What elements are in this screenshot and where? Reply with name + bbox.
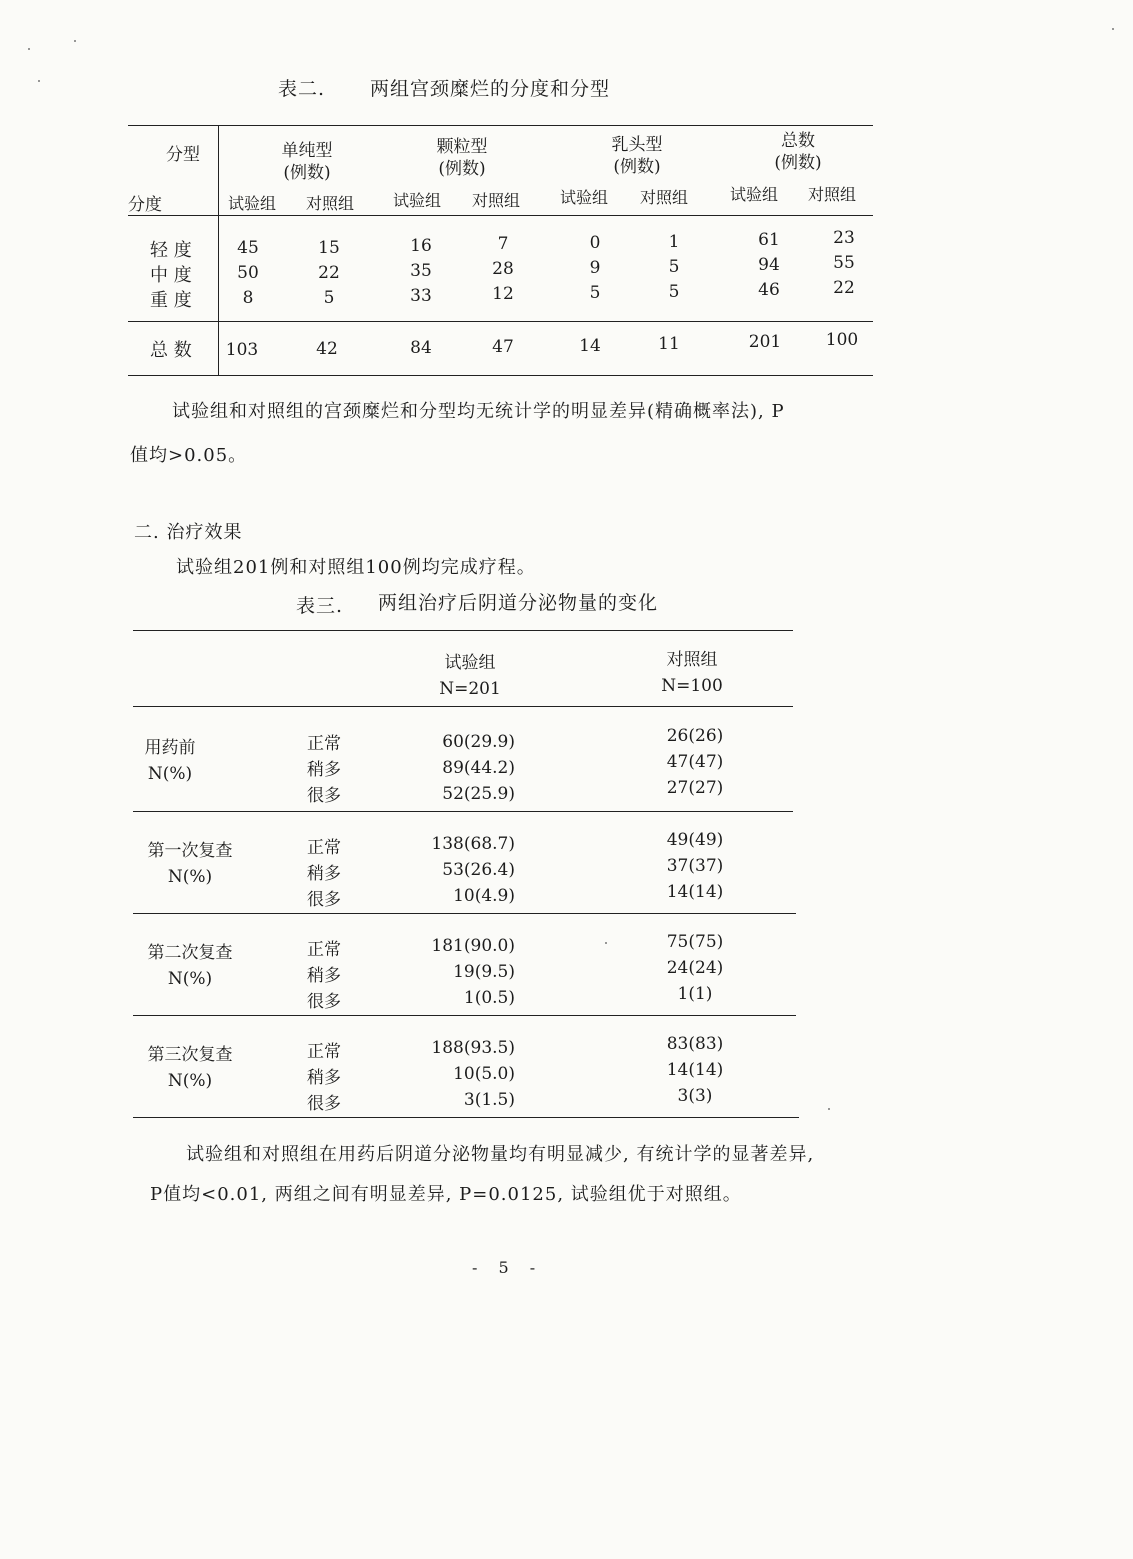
scan-speck [38,80,40,82]
level-label: 稍多 [307,864,341,884]
level-label: 很多 [307,1094,341,1114]
table2-cell: 28 [492,259,514,279]
table2-cell: 8 [242,288,254,308]
level-label: 很多 [307,786,341,806]
table3-block-label [130,1042,250,1094]
table2-corner-top: 分型 [166,145,200,165]
table2-header-rule [128,215,873,216]
table3-test-values [400,831,515,909]
group-unit: (例数) [438,159,486,179]
table3-ctrl-values [650,929,740,1007]
table3-col-header-control [622,647,762,699]
table3-bottom-rule [133,1117,799,1118]
table2-cell: 35 [410,261,432,281]
level-label: 稍多 [307,966,341,986]
table2-bottom-rule [128,375,873,376]
table2-total-cell: 100 [825,330,859,350]
block-label: 第三次复查 [147,1045,233,1065]
subheader-control: 对照组 [808,185,857,204]
table2-cell: 22 [833,278,855,298]
table3-title: 两组治疗后阴道分泌物量的变化 [378,592,659,614]
table3-cell: 181(90.0) [431,936,515,956]
col-n: N=100 [661,676,723,696]
row-label: 轻 度 [150,240,192,261]
table2-col [656,230,692,305]
table2-cell: 94 [758,255,780,275]
table2-title: 两组宫颈糜烂的分度和分型 [370,78,611,100]
table3-col-header-test [400,650,540,702]
table2-total-cell: 11 [658,334,680,354]
level-label: 正常 [307,838,341,858]
level-label: 很多 [307,890,341,910]
table3-block-label [130,838,250,890]
table2-cell: 55 [833,253,855,273]
table2-cell: 1 [668,232,680,252]
section2-heading: 二. 治疗效果 [134,522,243,543]
table2-total-cell: 42 [316,339,338,359]
table3-ctrl-values [650,827,740,905]
table3-cell: 37(37) [666,856,724,876]
table2-total-rule [128,321,873,322]
table3-cell: 27(27) [666,778,724,798]
table3-levels [307,731,341,809]
table3-cell: 3(3) [677,1086,713,1106]
table2-col [751,228,787,303]
table2-group-header [392,136,532,180]
table3-cell: 14(14) [666,1060,724,1080]
level-label: 正常 [307,734,341,754]
table3-ctrl-values [650,1031,740,1109]
table2-total-cell: 103 [225,340,259,360]
level-label: 很多 [307,992,341,1012]
table2-cell: 23 [833,228,855,248]
table2-stub-divider [218,126,219,376]
table3-cell: 1(1) [677,984,713,1004]
table3-cell: 75(75) [666,932,724,952]
subheader-test: 试验组 [393,191,442,210]
table2-cell: 46 [758,280,780,300]
col-n: N=201 [439,679,501,699]
table2-total-cell: 14 [579,336,601,356]
group-name: 乳头型 [611,135,663,155]
table3-header-rule [133,706,793,707]
table2-col [826,226,862,301]
table3-title-prefix: 表三. [296,595,344,617]
level-label: 稍多 [307,760,341,780]
table3-cell: 10(4.9) [453,886,515,906]
table2-cell: 22 [318,263,340,283]
page-number: - 5 - [472,1258,544,1277]
block-label: 第二次复查 [147,943,233,963]
level-label: 稍多 [307,1068,341,1088]
table3-block-rule [133,1015,796,1016]
section2-text: 试验组201例和对照组100例均完成疗程。 [176,557,536,578]
table2-group-header [728,130,868,174]
table2-total-label: 总 数 [150,340,192,361]
subheader-control: 对照组 [640,188,689,207]
table3-cell: 53(26.4) [442,860,515,880]
para2-line1: 试验组和对照组在用药后阴道分泌物量均有明显减少, 有统计学的显著差异, [186,1144,815,1165]
table2-cell: 5 [323,288,335,308]
table3-cell: 49(49) [666,830,724,850]
table3-block-rule [133,913,796,914]
table2-cell: 45 [237,238,259,258]
table3-block-rule [133,811,793,812]
block-label: 第一次复查 [147,841,233,861]
block-unit: N(%) [167,1071,213,1091]
table3-top-rule [133,630,793,631]
table3-cell: 26(26) [666,726,724,746]
table3-cell: 24(24) [666,958,724,978]
table2-total-cell: 47 [492,337,514,357]
subheader-test: 试验组 [228,194,277,213]
table2-cell: 61 [758,230,780,250]
table2-cell: 7 [497,234,509,254]
block-unit: N(%) [147,764,193,784]
table2-cell: 16 [410,236,432,256]
block-unit: N(%) [167,969,213,989]
scan-speck [74,40,76,42]
subheader-control: 对照组 [306,194,355,213]
table3-block-label [130,940,250,992]
scan-speck [605,942,607,944]
group-name: 总数 [781,131,815,151]
table2-col [311,236,347,311]
table2-cell: 5 [668,257,680,277]
table3-test-values [400,933,515,1011]
table3-ctrl-values [650,723,740,801]
group-unit: (例数) [283,163,331,183]
table3-levels [307,835,341,913]
table2-total-cell: 201 [748,332,782,352]
table3-cell: 138(68.7) [431,834,515,854]
group-unit: (例数) [774,153,822,173]
block-label: 用药前 [144,738,196,758]
table2-group-header [567,134,707,178]
level-label: 正常 [307,940,341,960]
table2-col [577,231,613,306]
table2-row-labels [150,238,192,313]
subheader-test: 试验组 [730,185,779,204]
level-label: 正常 [307,1042,341,1062]
table3-cell: 10(5.0) [453,1064,515,1084]
table2-cell: 15 [318,238,340,258]
group-unit: (例数) [613,157,661,177]
table2-corner-bottom: 分度 [128,195,162,215]
table3-cell: 83(83) [666,1034,724,1054]
table2-cell: 12 [492,284,514,304]
col-name: 对照组 [666,650,718,670]
table2-group-header [237,140,377,184]
table2-cell: 9 [589,258,601,278]
table2-cell: 33 [410,286,432,306]
row-label: 重 度 [150,290,192,311]
table3-block-label [130,735,210,787]
table3-cell: 14(14) [666,882,724,902]
table3-levels [307,1039,341,1117]
table3-test-values [400,729,515,807]
para2-line2: P值均<0.01, 两组之间有明显差异, P=0.0125, 试验组优于对照组。 [150,1184,742,1205]
table2-cell: 50 [237,263,259,283]
subheader-control: 对照组 [472,191,521,210]
block-unit: N(%) [167,867,213,887]
table3-test-values [400,1035,515,1113]
table2-cell: 5 [668,282,680,302]
table3-cell: 60(29.9) [442,732,515,752]
scan-speck [828,1108,830,1110]
row-label: 中 度 [150,265,192,286]
table3-cell: 89(44.2) [442,758,515,778]
table2-col [403,234,439,309]
table3-cell: 1(0.5) [463,988,515,1008]
group-name: 颗粒型 [436,137,488,157]
table2-top-rule [128,125,873,126]
subheader-test: 试验组 [560,188,609,207]
table2-title-prefix: 表二. [278,78,326,100]
table3-levels [307,937,341,1015]
table3-cell: 52(25.9) [442,784,515,804]
col-name: 试验组 [444,653,496,673]
table2-col [230,236,266,311]
scan-speck [1112,28,1114,30]
table2-total-cell: 84 [410,338,432,358]
table3-cell: 3(1.5) [463,1090,515,1110]
table3-cell: 47(47) [666,752,724,772]
group-name: 单纯型 [281,141,333,161]
para1-line2: 值均>0.05。 [130,445,248,466]
table3-cell: 19(9.5) [453,962,515,982]
scan-speck [28,48,30,50]
table2-cell: 5 [589,283,601,303]
table2-col [485,232,521,307]
para1-line1: 试验组和对照组的宫颈糜烂和分型均无统计学的明显差异(精确概率法), P [172,401,785,422]
table2-cell: 0 [589,233,601,253]
table3-cell: 188(93.5) [431,1038,515,1058]
